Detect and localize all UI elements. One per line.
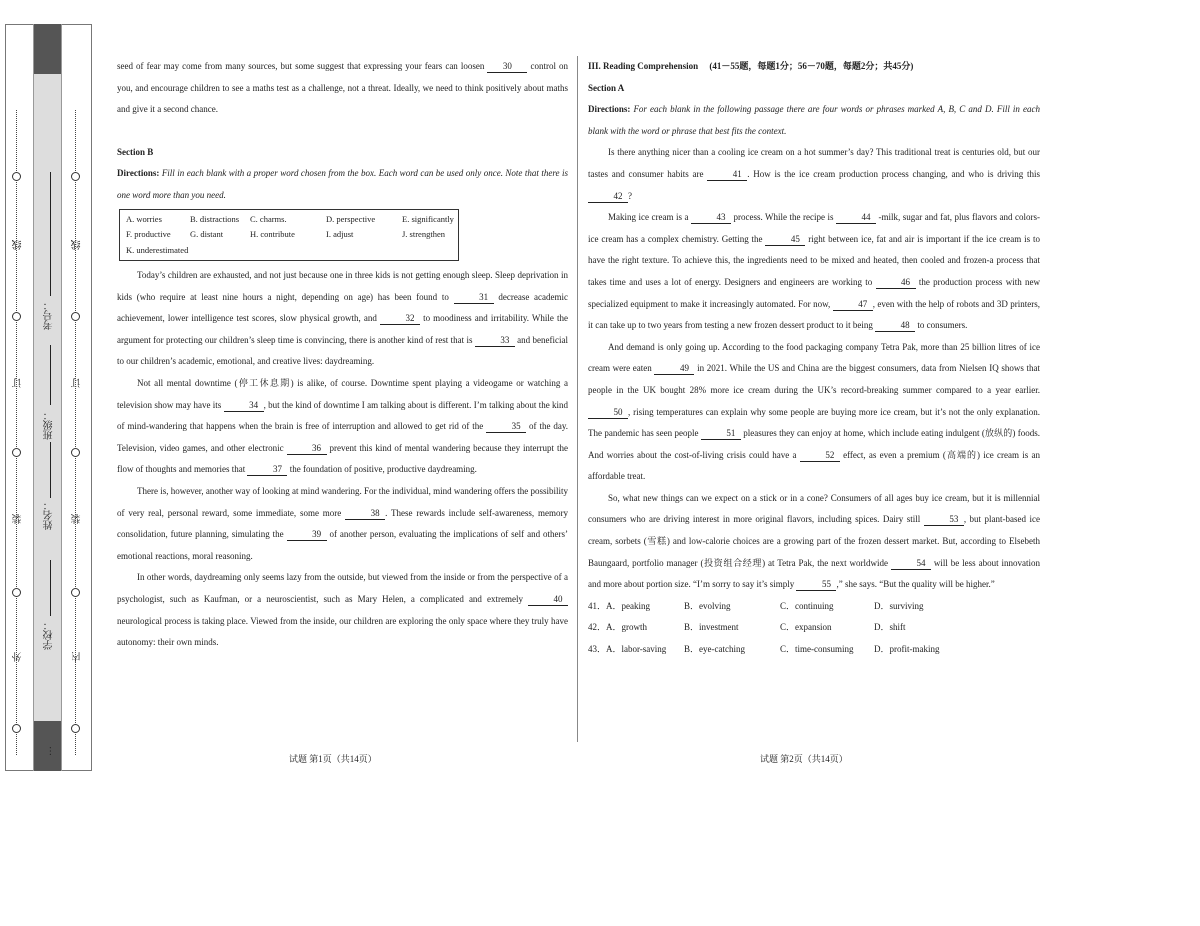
binding-hole bbox=[71, 724, 80, 733]
text: process. While the recipe is bbox=[733, 212, 834, 223]
blank-30[interactable]: 30 bbox=[487, 60, 527, 73]
word-option: K. underestimated bbox=[126, 244, 189, 255]
section-b-directions bbox=[117, 163, 568, 206]
word-option: E. significantly bbox=[402, 213, 454, 224]
directions-text: Fill in each blank with a proper word chosen from the box. Each word can be used only once. Note that there is one word more than you need. bbox=[117, 168, 568, 200]
word-option: C. charms. bbox=[250, 213, 287, 224]
heading-text: III. Reading Comprehension bbox=[588, 61, 699, 71]
passage-paragraph-4 bbox=[588, 488, 1040, 596]
text: the production process with new specialized equipment to make it increasingly automated. For now, bbox=[588, 276, 1040, 309]
blank-52[interactable]: 52 bbox=[800, 449, 840, 462]
text: in 2021. While the US and China are the biggest consumers, data from Nielsen IQ shows that people in the UK bought 28% more ice cream during the UK’s record-breaking summer compared to a year earlier. bbox=[588, 363, 1041, 395]
word-option: D. perspective bbox=[326, 213, 376, 224]
blank-37[interactable]: 37 bbox=[247, 463, 287, 476]
text: to moodiness and irritability. While the argument for protecting our children’s sleep time is convincing, there is another kind of rest that is bbox=[117, 313, 568, 345]
outer-mark-xian: 线 bbox=[13, 240, 24, 250]
binding-hole bbox=[12, 448, 21, 457]
blank-41[interactable]: 41 bbox=[707, 168, 747, 181]
blank-51[interactable]: 51 bbox=[701, 427, 741, 440]
paragraph-2 bbox=[117, 373, 568, 481]
column-divider bbox=[577, 56, 578, 742]
text: neurological process is taking place. Viewed from the inside, our children are exploring the only space where they truly have autonomy: their own minds. bbox=[117, 615, 568, 648]
school-fill-line[interactable] bbox=[50, 560, 51, 616]
page-footer-2: 试题 第2页（共14页） bbox=[760, 754, 848, 764]
options-grid bbox=[588, 596, 1040, 661]
word-option: H. contribute bbox=[250, 229, 295, 240]
passage-paragraph-2 bbox=[588, 207, 1040, 337]
text: prevent this kind of mental wandering because they interrupt the flow of thoughts and memories that bbox=[117, 442, 568, 475]
word-box bbox=[119, 209, 459, 262]
blank-49[interactable]: 49 bbox=[654, 362, 694, 375]
outer-mark-zhuang: 装 bbox=[13, 514, 24, 524]
text: ,” she says. “But the quality will be higher.” bbox=[836, 579, 995, 590]
option-42-a[interactable]: 42．A．growth bbox=[588, 622, 647, 633]
school-label: 学校： bbox=[44, 620, 55, 650]
right-column bbox=[588, 56, 1040, 660]
class-fill-line[interactable] bbox=[50, 345, 51, 405]
blank-44[interactable]: 44 bbox=[836, 211, 876, 224]
passage-paragraph-3 bbox=[588, 337, 1040, 488]
blank-34[interactable]: 34 bbox=[224, 399, 264, 412]
option-43-b[interactable]: B．eye-catching bbox=[684, 643, 745, 654]
text: effect, as even a premium (高端的) ice cream is an affordable treat. bbox=[588, 449, 1040, 482]
text: the foundation of positive, productive daydreaming. bbox=[289, 464, 477, 475]
binding-hole bbox=[71, 312, 80, 321]
binding-hole bbox=[12, 312, 21, 321]
binding-hole bbox=[71, 588, 80, 597]
reading-heading bbox=[588, 56, 1040, 78]
blank-35[interactable]: 35 bbox=[486, 420, 526, 433]
text: of the day. Television, video games, and other electronic bbox=[117, 421, 569, 453]
passage-paragraph-1 bbox=[588, 142, 1040, 207]
blank-53[interactable]: 53 bbox=[924, 513, 964, 526]
directions-text: For each blank in the following passage there are four words or phrases marked A, B, C and D. Fill in each blank with the word or phrase that best fits the context. bbox=[588, 104, 1041, 136]
word-option: B. distractions bbox=[190, 213, 240, 224]
blank-38[interactable]: 38 bbox=[345, 507, 385, 520]
option-42-b[interactable]: B．investment bbox=[684, 622, 739, 633]
outer-mark-ding: 订 bbox=[13, 378, 24, 388]
directions-label: Directions: bbox=[117, 168, 160, 179]
passage-continuation bbox=[117, 56, 568, 121]
text: , rising temperatures can explain why some people are buying more ice cream, but it’s not the only explanation. The pandemic has seen people bbox=[588, 406, 1040, 439]
binding-ellipsis: … bbox=[43, 746, 54, 756]
binding-bar bbox=[33, 24, 62, 771]
text: and beneficial to our children’s academic, emotional, and creative lives: daydreaming. bbox=[117, 334, 568, 367]
binding-hole bbox=[12, 172, 21, 181]
text: . How is the ice cream production process changing, and who is driving this bbox=[747, 168, 1040, 179]
text: of another person, evaluating the implications of self and others’ emotional reactions, moral reasoning. bbox=[117, 529, 568, 561]
text: control on you, and encourage children to see a maths test as a challenge, not a threat. Ideally, we need to think positively about maths and give it a second chance. bbox=[117, 61, 568, 115]
text: will be less about innovation and more about portion size. “I’m sorry to say it’s simply bbox=[588, 557, 1041, 590]
text: Is there anything nicer than a cooling ice cream on a hot summer’s day? This traditional treat is centuries old, but our tastes and consumer habits are bbox=[588, 147, 1040, 179]
option-42-d[interactable]: D．shift bbox=[874, 622, 906, 633]
blank-42[interactable]: 42 bbox=[588, 190, 628, 203]
text: , but the kind of downtime I am talking about is different. I’m talking about the kind of mind-wandering that happens when the brain is free of interruption and allowed to get rid of the bbox=[117, 399, 569, 432]
blank-32[interactable]: 32 bbox=[380, 312, 420, 325]
option-41-c[interactable]: C．continuing bbox=[780, 600, 834, 611]
text: right between ice, fat and air is important if the ice cream is to have the right texture. To achieve this, the ingredients need to be mixed and heated, then cooled and frozen-a process that takes time and uses a lot of energy. Designers and engineers are working to bbox=[588, 233, 1041, 287]
section-a-directions bbox=[588, 99, 1040, 142]
name-label: 姓名： bbox=[44, 500, 55, 530]
outer-mark-wai: 外 bbox=[13, 652, 24, 662]
blank-47[interactable]: 47 bbox=[833, 298, 873, 311]
option-42-c[interactable]: C．expansion bbox=[780, 622, 832, 633]
paragraph-1 bbox=[117, 265, 568, 373]
blank-54[interactable]: 54 bbox=[891, 557, 931, 570]
binding-hole bbox=[71, 172, 80, 181]
text: In other words, daydreaming only seems lazy from the outside, but viewed from the inside or from the perspective of a psychologist, such as Kaufman, or a neuroscientist, such as Mary Helen, a complicated and extremely bbox=[117, 572, 568, 604]
word-option: G. distant bbox=[190, 229, 224, 240]
text: seed of fear may come from many sources, but some suggest that expressing your fears can loosen bbox=[117, 61, 485, 71]
heading-note: (41－55题，每题1分；56－70题，每题2分；共45分) bbox=[709, 61, 914, 71]
name-fill-line[interactable] bbox=[50, 442, 51, 498]
text: Making ice cream is a bbox=[608, 212, 689, 223]
inner-mark-zhuang: 装 bbox=[72, 514, 83, 524]
blank-40[interactable]: 40 bbox=[528, 593, 568, 606]
binding-hole bbox=[12, 724, 21, 733]
option-43-a[interactable]: 43．A．labor-saving bbox=[588, 643, 667, 654]
section-b-title: Section B bbox=[117, 146, 154, 157]
exam-no-label: 考号： bbox=[44, 300, 55, 330]
text: Today’s children are exhausted, and not just because one in three kids is not getting enough sleep. Sleep deprivation in kids (who require at least nine hours a night, depending on age) has been found to bbox=[117, 270, 568, 302]
text: Not all mental downtime (停工休息期) is alike, of course. Downtime spent playing a videogame or watching a television show may have its bbox=[117, 378, 568, 410]
binding-hole bbox=[12, 588, 21, 597]
text: ? bbox=[628, 190, 632, 201]
option-43-d[interactable]: D．profit-making bbox=[874, 643, 940, 654]
word-option: J. strengthen bbox=[402, 229, 445, 240]
text: -milk, sugar and fat, plus flavors and colors-ice cream has a complex chemistry. Getting the bbox=[588, 212, 1040, 244]
paragraph-3 bbox=[117, 481, 568, 567]
option-43-c[interactable]: C．time-consuming bbox=[780, 643, 854, 654]
blank-33[interactable]: 33 bbox=[475, 334, 515, 347]
inner-mark-xian: 线 bbox=[72, 240, 83, 250]
text: , but plant-based ice cream, sorbets (雪糕) and low-calorie choices are a growing part of the frozen dessert market. But, according to Elsebeth Baungaard, portfolio manager (投资组合经理) at Tetra Pak, the next worldwide bbox=[588, 514, 1041, 568]
text: , even with the help of robots and 3D printers, it can take up to two years from testing a new frozen dessert product to it being bbox=[588, 298, 1041, 331]
binding-cap-top bbox=[34, 24, 61, 74]
blank-46[interactable]: 46 bbox=[876, 276, 916, 289]
word-option: F. productive bbox=[126, 229, 171, 240]
text: decrease academic achievement, lower intelligence test scores, slow physical growth, and bbox=[117, 291, 569, 324]
text: There is, however, another way of looking at mind wandering. For the individual, mind wandering offers the possibility of very real, personal reward, some immediate, some more bbox=[117, 486, 568, 518]
blank-55[interactable]: 55 bbox=[796, 578, 836, 591]
section-a-title: Section A bbox=[588, 82, 625, 93]
blank-48[interactable]: 48 bbox=[875, 319, 915, 332]
page-footer-1: 试题 第1页（共14页） bbox=[289, 754, 377, 764]
text: . These rewards include self-awareness, memory consolidation, future planning, simulating the bbox=[117, 507, 568, 540]
blank-31[interactable]: 31 bbox=[454, 291, 494, 304]
blank-43[interactable]: 43 bbox=[691, 211, 731, 224]
blank-36[interactable]: 36 bbox=[287, 442, 327, 455]
paragraph-4 bbox=[117, 567, 568, 653]
option-41-a[interactable]: 41．A．peaking bbox=[588, 600, 650, 611]
inner-mark-nei: 内 bbox=[72, 652, 83, 662]
option-41-d[interactable]: D．surviving bbox=[874, 600, 924, 611]
left-column bbox=[117, 56, 568, 654]
binding-hole bbox=[71, 448, 80, 457]
blank-45[interactable]: 45 bbox=[765, 233, 805, 246]
inner-mark-ding: 订 bbox=[72, 378, 83, 388]
text: pleasures they can enjoy at home, which include eating indulgent (放纵的) foods. And worries about the cost-of-living crisis could have a bbox=[588, 428, 1041, 460]
option-41-b[interactable]: B．evolving bbox=[684, 600, 731, 611]
text: And demand is only going up. According to the food packaging company Tetra Pak, more than 25 billion litres of ice cream were eaten bbox=[588, 341, 1040, 374]
directions-label: Directions: bbox=[588, 104, 631, 115]
blank-50[interactable]: 50 bbox=[588, 406, 628, 419]
text: to consumers. bbox=[917, 320, 968, 331]
word-option: I. adjust bbox=[326, 229, 354, 240]
blank-39[interactable]: 39 bbox=[287, 528, 327, 541]
word-option: A. worries bbox=[126, 213, 162, 224]
exam-no-fill-line[interactable] bbox=[50, 172, 51, 296]
class-label: 班级： bbox=[44, 410, 55, 440]
text: So, what new things can we expect on a stick or in a cone? Consumers of all ages buy ice cream, but it is millennial consumers who are driving interest in more original flavors, including spices. Dairy still bbox=[588, 492, 1040, 525]
